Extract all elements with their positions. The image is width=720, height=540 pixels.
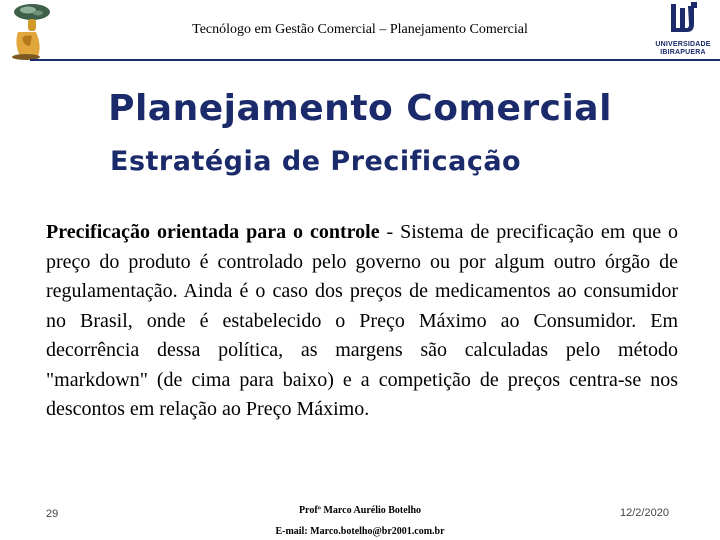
footer-date: 12/2/2020	[620, 507, 669, 519]
header-divider	[30, 59, 720, 61]
footer-author: Profº Marco Aurélio Botelho	[298, 505, 422, 516]
slide-title: Planejamento Comercial	[108, 88, 612, 129]
university-name-line1: UNIVERSIDADE	[655, 41, 711, 48]
body-description: - Sistema de precificação em que o preço do produto é controlado pelo governo ou por algum outro órgão de regulamentação. Ainda é o caso dos preços de medicamentos ao consumidor no Brasil, onde é estabelecido o Preço Máximo ao Consumidor. Em decorrência dessa política, as margens são calculadas pelo método "markdown" (de cima para baixo) e a competição de preços centra-se nos descontos em relação ao Preço Máximo.	[46, 221, 679, 420]
body-paragraph	[46, 218, 678, 425]
page-number: 29	[46, 508, 59, 520]
body-lead-term: Precificação orientada para o controle	[46, 221, 380, 243]
university-name-line2: IBIRAPUERA	[660, 49, 706, 56]
footer-email: E-mail: Marco.botelho@br2001.com.br	[275, 526, 445, 537]
university-mark-icon	[663, 2, 703, 36]
university-logo	[648, 2, 718, 58]
slide-subtitle: Estratégia de Precificação	[110, 146, 522, 177]
header-title: Tecnólogo em Gestão Comercial – Planejamento Comercial	[192, 22, 528, 37]
